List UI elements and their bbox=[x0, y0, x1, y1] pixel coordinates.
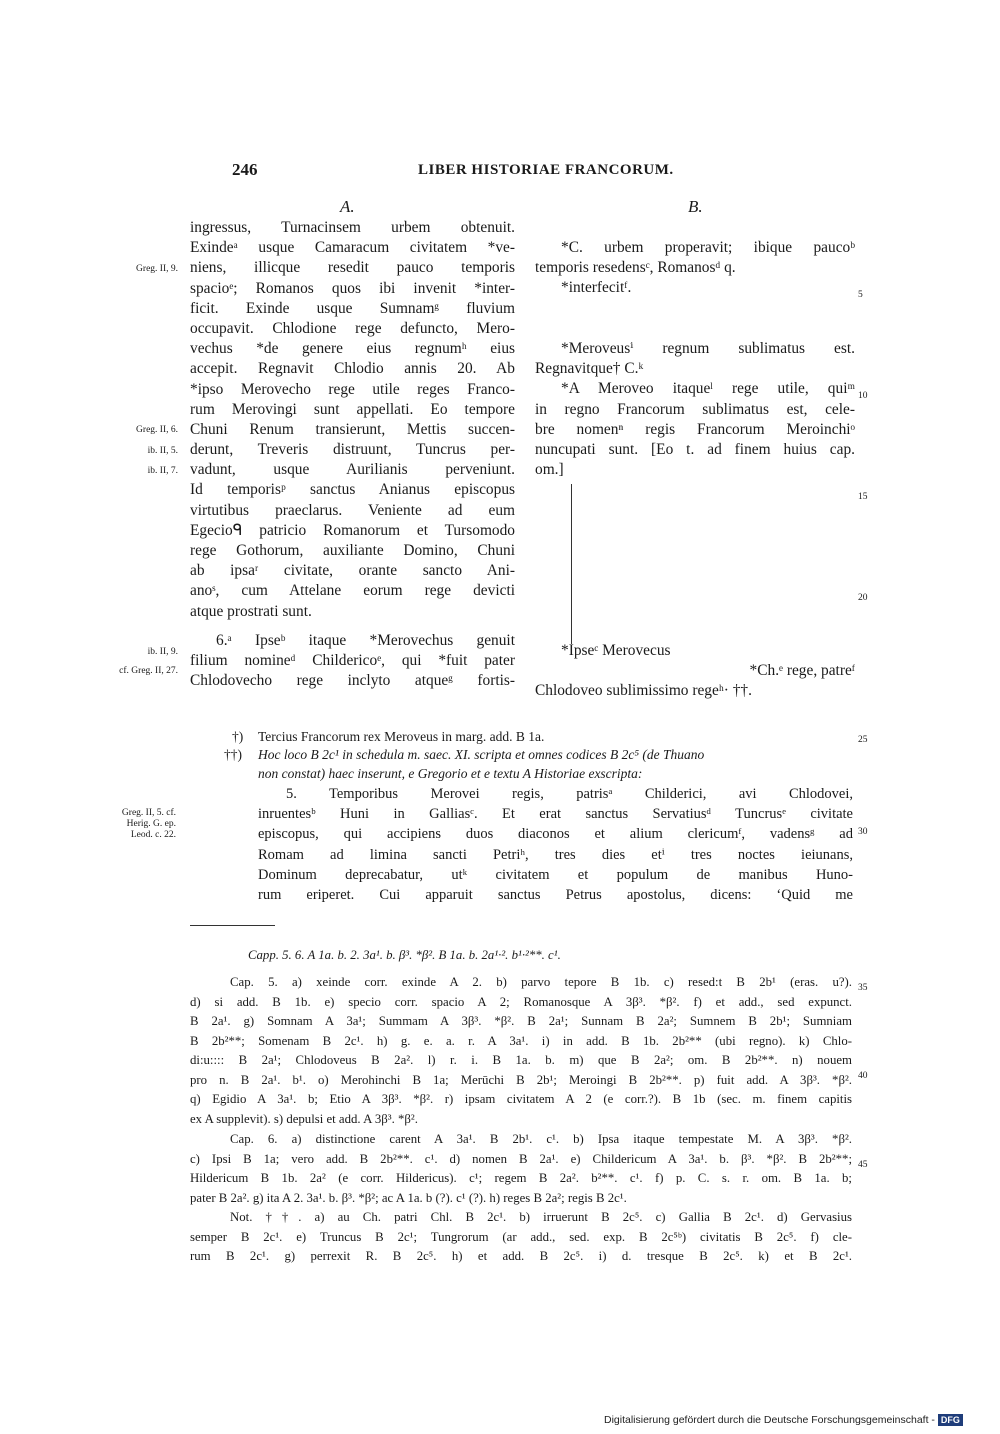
text-line: *Ch.ᵉ rege, patreᶠ bbox=[749, 662, 855, 680]
apparatus-line: semper B 2c¹. e) Truncus B 2c¹; Tungrorum (ar add., sed. exp. B 2c⁵ᵇ) civitatis B 2c⁵. f) cle- bbox=[190, 1229, 852, 1244]
text-line bbox=[535, 319, 855, 339]
text-line: vadunt, usque Aurilianis perveniunt. bbox=[190, 461, 515, 479]
side-note: ib. II, 5. bbox=[147, 446, 178, 456]
line-number: 40 bbox=[858, 1071, 868, 1081]
line-number: 15 bbox=[858, 492, 868, 502]
text-line: nuncupati sunt. [Eo t. ad finem huius cap. bbox=[535, 440, 855, 458]
text-line: anoˢ, cum Attelane eorum rege devicti bbox=[190, 582, 515, 600]
apparatus-line: pater B 2a². g) ita A 2. 3a¹. b. β³. *β²; ac A 1a. b (?). c¹ (?). h) reges B 2a²; regis B 2c¹. bbox=[190, 1190, 627, 1205]
apparatus-cap6 bbox=[190, 1130, 852, 1208]
text-line: Chlodoveo sublimissimo regeʰ· ††. bbox=[535, 682, 752, 700]
apparatus-line: rum B 2c¹. g) perrexit R. B 2c⁵. h) et add. B 2c⁵. i) d. tresque B 2c⁵. k) et B 2c¹. bbox=[190, 1249, 852, 1263]
text-line: episcopus, qui accipiens duos diaconos et alium clericumᶠ, vadensᵍ ad bbox=[258, 826, 853, 843]
apparatus-line: pro n. B 2a¹. b¹. o) Merohinchi B 1a; Merūchi B 2b¹; Meroingi B 2b²**. p) fuit add. A 3β³. *β². bbox=[190, 1072, 852, 1087]
apparatus-sigla: Capp. 5. 6. A 1a. b. 2. 3a¹. b. β³. *β². B 1a. b. 2a¹·². b¹·²**. c¹. bbox=[248, 948, 561, 962]
apparatus-line: c) Ipsi B 1a; vero add. B 2b²**. c¹. d) nomen B 2a¹. e) Childericum A 3a¹. b. β³. *β². B 2b²**; bbox=[190, 1151, 852, 1166]
column-a-heading: A. bbox=[340, 197, 355, 216]
side-note: Greg. II, 6. bbox=[136, 425, 178, 435]
line-number: 30 bbox=[858, 827, 868, 837]
text-line: derunt, Treveris distruunt, Tuncrus per- bbox=[190, 441, 515, 459]
text-line: Regnavitque† C.ᵏ bbox=[535, 360, 644, 378]
apparatus-not bbox=[190, 1208, 852, 1267]
text-line: filium nomineᵈ Childericoᵉ, qui *fuit pater bbox=[190, 651, 515, 669]
footnote-mark: †) bbox=[232, 729, 244, 744]
dfg-logo: DFG bbox=[938, 1414, 963, 1426]
side-note: cf. Greg. II, 27. bbox=[119, 666, 178, 676]
text-line: spacioᵉ; Romanos quos ibi invenit *inter- bbox=[190, 279, 515, 297]
text-line: virtutibus praeclarus. Veniente ad eum bbox=[190, 501, 515, 519]
footnote-ddagger-line: non constat) haec inserunt, e Gregorio et e textu A Historiae exscripta: bbox=[258, 766, 643, 781]
line-number: 5 bbox=[858, 290, 863, 300]
text-line: rum eriperet. Cui apparuit sanctus Petrus apostolus, dicens: ‘Quid me bbox=[258, 887, 853, 904]
apparatus-line: d) si add. B 1b. e) specio corr. spacio A 2; Romanosque A 3β³. *β². f) et add., sed expunct. bbox=[190, 994, 852, 1009]
credit-text: Digitalisierung gefördert durch die Deutsche Forschungsgemeinschaft - bbox=[604, 1414, 935, 1426]
apparatus-line: Cap. 6. a) distinctione carent A 3a¹. B 2b¹. c¹. b) Ipsa itaque tempestate M. A 3β³. *β². bbox=[230, 1132, 852, 1146]
footnote-ddagger-line: Hoc loco B 2c¹ in schedula m. saec. XI. scripta et omnes codices B 2c⁵ (de Thuano bbox=[258, 747, 705, 762]
page-number: 246 bbox=[232, 160, 258, 179]
text-line: *A Meroveo itaqueˡ rege utile, quiᵐ bbox=[561, 380, 855, 398]
text-line: Chuni Renum transierunt, Mettis succen- bbox=[190, 420, 515, 438]
text-line: Id temporisᵖ sanctus Anianus episcopus bbox=[190, 481, 515, 499]
line-number: 10 bbox=[858, 391, 868, 401]
line-number: 35 bbox=[858, 983, 868, 993]
text-line: temporis resedensᶜ, Romanosᵈ q. bbox=[535, 259, 736, 277]
digitization-credit bbox=[604, 1414, 963, 1426]
text-line: vechus *de genere eius regnumʰ eius bbox=[190, 340, 515, 358]
text-line bbox=[535, 299, 855, 319]
apparatus-line: Hildericum B 1b. 2a² (e corr. Hildericus). c¹; regem B 2a². b²**. c¹. f) p. C. s. r. om. B 1a. b; bbox=[190, 1171, 852, 1185]
text-line: 6.ᵃ Ipseᵇ itaque *Merovechus genuit bbox=[216, 631, 515, 649]
text-line: inruentesᵇ Huni in Galliasᶜ. Et erat sanctus Servatiusᵈ Tuncrusᵉ civitate bbox=[258, 806, 853, 823]
text-line: *ipso Merovecho rege utile reges Franco- bbox=[190, 380, 515, 398]
text-line: rege Gothorum, auxiliante Domino, Chuni bbox=[190, 542, 515, 559]
text-line: in regno Francorum sublimatus est, cele- bbox=[535, 400, 855, 418]
footnote-dagger: Tercius Francorum rex Meroveus in marg. add. B 1a. bbox=[258, 729, 545, 744]
text-line: 5. Temporibus Merovei regis, patrisᵃ Childerici, avi Chlodovei, bbox=[286, 786, 853, 802]
text-line: occupavit. Chlodione rege defuncto, Mero- bbox=[190, 319, 515, 337]
text-line: niens, illicque resedit pauco temporis bbox=[190, 259, 515, 277]
text-line: ingressus, Turnacinsem urbem obtenuit. bbox=[190, 219, 515, 236]
line-number: 45 bbox=[858, 1160, 868, 1170]
text-line: atque prostrati sunt. bbox=[190, 602, 312, 620]
text-line: *Meroveusⁱ regnum sublimatus est. bbox=[561, 339, 855, 357]
text-line: *Ipseᶜ Merovecus bbox=[561, 642, 671, 659]
column-b-cap6 bbox=[535, 641, 855, 702]
text-line: Dominum deprecabatur, utᵏ civitatem et populum de manibus Huno- bbox=[258, 866, 853, 883]
omission-line bbox=[571, 484, 572, 644]
line-number: 25 bbox=[858, 735, 868, 745]
text-line: *interfecitᶠ. bbox=[561, 279, 632, 297]
apparatus-line: ex A supplevit). s) depulsi et add. A 3β³. *β². bbox=[190, 1111, 418, 1126]
column-a-text bbox=[190, 218, 515, 691]
column-b-text bbox=[535, 238, 855, 480]
text-line: Romam ad limina sancti Petriʰ, tres dies etⁱ tres noctes ieiunans, bbox=[258, 846, 853, 863]
footnote-mark: ††) bbox=[224, 747, 242, 762]
side-note: Greg. II, 5. cf. Herig. G. ep. Leod. c. 22. bbox=[121, 808, 176, 840]
apparatus-cap5 bbox=[190, 973, 852, 1129]
footnote-rule bbox=[190, 925, 275, 926]
column-b-heading: B. bbox=[688, 197, 703, 216]
apparatus-line: Cap. 5. a) xeinde corr. exinde A 2. b) parvo tepore B 1b. c) resed:t B 2b¹ (eras. u?). bbox=[230, 975, 852, 989]
running-title: LIBER HISTORIAE FRANCORUM. bbox=[418, 162, 674, 178]
apparatus-line: q) Egidio A 3a¹. b; Etio A 3β³. *β². r) ipsam civitatem A 2 (e corr.?). B 1b (sec. m. finem capitis bbox=[190, 1092, 852, 1106]
apparatus-line: Not. ††. a) au Ch. patri Chl. B 2c¹. b) irruerunt B 2c⁵. c) Gallia B 2c¹. d) Gervasius bbox=[230, 1210, 852, 1224]
text-line: accepit. Regnavit Chlodio annis 20. Ab bbox=[190, 360, 515, 378]
text-line: ficit. Exinde usque Sumnamᵍ fluvium bbox=[190, 299, 515, 317]
text-line: Exindeᵃ usque Camaracum civitatem *ve- bbox=[190, 239, 515, 257]
text-line: om.] bbox=[535, 461, 564, 479]
line-number: 20 bbox=[858, 593, 868, 603]
text-line: Egecioᑫ patricio Romanorum et Tursomodo bbox=[190, 521, 515, 539]
text-line: *C. urbem properavit; ibique paucoᵇ bbox=[561, 239, 855, 256]
apparatus-line: di:u:::: B 2a¹; Chlodoveus B 2a². l) r. i. B 1a. b. m) que B 2a²; om. B 2b²**. n) nouem bbox=[190, 1053, 852, 1067]
side-note: Greg. II, 9. bbox=[136, 264, 178, 274]
apparatus-line: B 2b²**; Somenam B 2c¹. h) g. e. a. r. A 3a¹. i) in add. B 1b. 2b²** (ubi regno). k) Chlo- bbox=[190, 1033, 852, 1048]
side-note: ib. II, 9. bbox=[147, 647, 178, 657]
text-line: Chlodovecho rege inclyto atqueᵍ fortis- bbox=[190, 672, 515, 690]
apparatus-line: B 2a¹. g) Somnam A 3a¹; Summam A 3β³. *β². B 2a¹; Sunnam B 2a²; Sumnem B 2b¹; Sumniam bbox=[190, 1014, 852, 1028]
text-line: rum Merovingi sunt appellati. Eo tempore bbox=[190, 400, 515, 418]
text-line: ab ipsaʳ civitate, orante sancto Ani- bbox=[190, 562, 515, 580]
inserted-text bbox=[258, 784, 853, 905]
side-note: ib. II, 7. bbox=[147, 466, 178, 476]
text-line: bre nomenⁿ regis Francorum Meroinchiᵒ bbox=[535, 420, 855, 438]
